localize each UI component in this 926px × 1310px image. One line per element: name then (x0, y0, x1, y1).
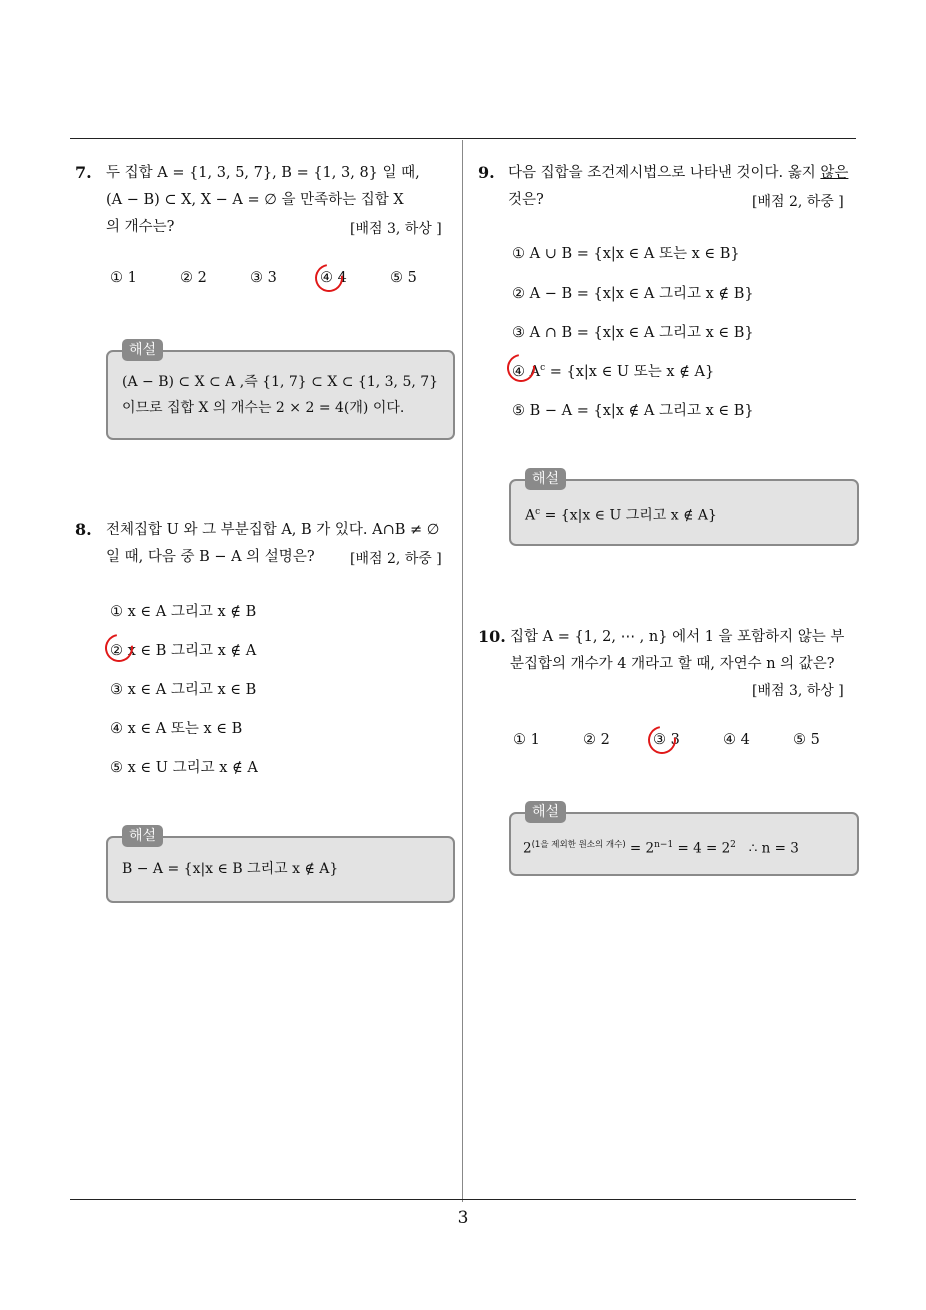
problem-text-line: 의 개수는? (106, 219, 175, 235)
choice[interactable]: ③ A ∩ B = {x|x ∈ A 그리고 x ∈ B} (512, 325, 754, 341)
explanation-line (525, 499, 717, 530)
explanation-text: = {x|x ∈ U 그리고 x ∉ A} (540, 507, 717, 524)
problem-text-line: 분집합의 개수가 4 개라고 할 때, 자연수 n 의 값은? (510, 656, 835, 672)
choice[interactable]: ① x ∈ A 그리고 x ∉ B (110, 604, 257, 620)
answer-circle-mark (502, 349, 541, 388)
answer-circle-mark (100, 629, 139, 668)
choice-text: = {x|x ∈ U 또는 x ∉ A} (545, 364, 715, 380)
score-meta: [배점 2, 하중 ] (752, 194, 844, 210)
explanation-box (509, 804, 859, 876)
formula-part: = 4 = 2 (673, 840, 731, 857)
choice[interactable] (512, 360, 714, 381)
choice[interactable]: ② 2 (583, 732, 610, 748)
choice[interactable]: ⑤ x ∈ U 그리고 x ∉ A (110, 760, 258, 776)
choice[interactable]: ⑤ B − A = {x|x ∉ A 그리고 x ∈ B} (512, 403, 754, 419)
explanation-box (106, 828, 455, 903)
explanation-text: A (525, 507, 536, 524)
choice-text: ④ A (512, 364, 541, 380)
formula-part: = 2 (625, 840, 655, 857)
problem-number: 9. (478, 163, 495, 182)
choice[interactable]: ③ 3 (653, 732, 680, 748)
formula-exponent: (1을 제외한 원소의 개수) (531, 840, 626, 850)
choice[interactable]: ① 1 (110, 270, 137, 286)
choice[interactable]: ③ 3 (250, 270, 277, 286)
choice[interactable]: ① A ∪ B = {x|x ∈ A 또는 x ∈ B} (512, 246, 740, 262)
explanation-tag: 해설 (525, 468, 566, 490)
choice[interactable]: ⑤ 5 (793, 732, 820, 748)
choice[interactable]: ④ 4 (723, 732, 750, 748)
problem-number: 8. (75, 520, 92, 539)
explanation-tag: 해설 (122, 825, 163, 847)
problem-text: 다음 집합을 조건제시법으로 나타낸 것이다. 옳지 (508, 165, 821, 181)
score-meta: [배점 3, 하상 ] (752, 683, 844, 699)
choice[interactable]: ④ x ∈ A 또는 x ∈ B (110, 721, 243, 737)
explanation-line: 이므로 집합 X 의 개수는 2 × 2 = 4(개) 이다. (122, 400, 405, 416)
choice[interactable]: ① 1 (513, 732, 540, 748)
problem-number: 10. (478, 627, 506, 646)
column-divider (462, 140, 463, 1202)
choice[interactable]: ④ 4 (320, 270, 347, 286)
explanation-tag: 해설 (122, 339, 163, 361)
problem-text-line (508, 160, 848, 187)
page-number: 3 (457, 1208, 469, 1228)
answer-circle-mark (310, 259, 349, 298)
choice[interactable]: ② x ∈ B 그리고 x ∉ A (110, 643, 257, 659)
explanation-tag: 해설 (525, 801, 566, 823)
formula-exponent: 2 (730, 840, 736, 850)
problem-text-line: 것은? (508, 192, 544, 208)
problem-number: 7. (75, 163, 92, 182)
underlined-word: 않은 (820, 165, 849, 181)
choice[interactable]: ② A − B = {x|x ∈ A 그리고 x ∉ B} (512, 286, 754, 302)
explanation-box (509, 471, 859, 546)
explanation-line (523, 832, 799, 863)
answer-circle-mark (643, 721, 682, 760)
problem-text-line: 집합 A = {1, 2, ⋯ , n} 에서 1 을 포함하지 않는 부 (510, 629, 845, 645)
choice[interactable]: ③ x ∈ A 그리고 x ∈ B (110, 682, 257, 698)
formula-base: 2 (523, 840, 532, 857)
explanation-box (106, 342, 455, 440)
problem-text-line: (A − B) ⊂ X, X − A = ∅ 을 만족하는 집합 X (106, 192, 404, 208)
choice[interactable]: ⑤ 5 (390, 270, 417, 286)
choice[interactable]: ② 2 (180, 270, 207, 286)
bottom-rule (70, 1199, 856, 1200)
problem-text-line: 전체집합 U 와 그 부분집합 A, B 가 있다. A∩B ≠ ∅ (106, 522, 440, 538)
explanation-line: B − A = {x|x ∈ B 그리고 x ∉ A} (122, 861, 339, 877)
formula-exponent: n−1 (654, 840, 674, 850)
score-meta: [배점 2, 하중 ] (350, 551, 442, 567)
problem-text-line: 두 집합 A = {1, 3, 5, 7}, B = {1, 3, 8} 일 때, (106, 165, 420, 181)
formula-conclusion: ∴ n = 3 (735, 840, 799, 857)
top-rule (70, 138, 856, 139)
score-meta: [배점 3, 하상 ] (350, 221, 442, 237)
problem-text-line: 일 때, 다음 중 B − A 의 설명은? (106, 549, 315, 565)
complement-superscript: c (535, 507, 541, 517)
explanation-line: (A − B) ⊂ X ⊂ A ,즉 {1, 7} ⊂ X ⊂ {1, 3, 5, 7} (122, 374, 439, 390)
complement-superscript: c (540, 363, 546, 374)
